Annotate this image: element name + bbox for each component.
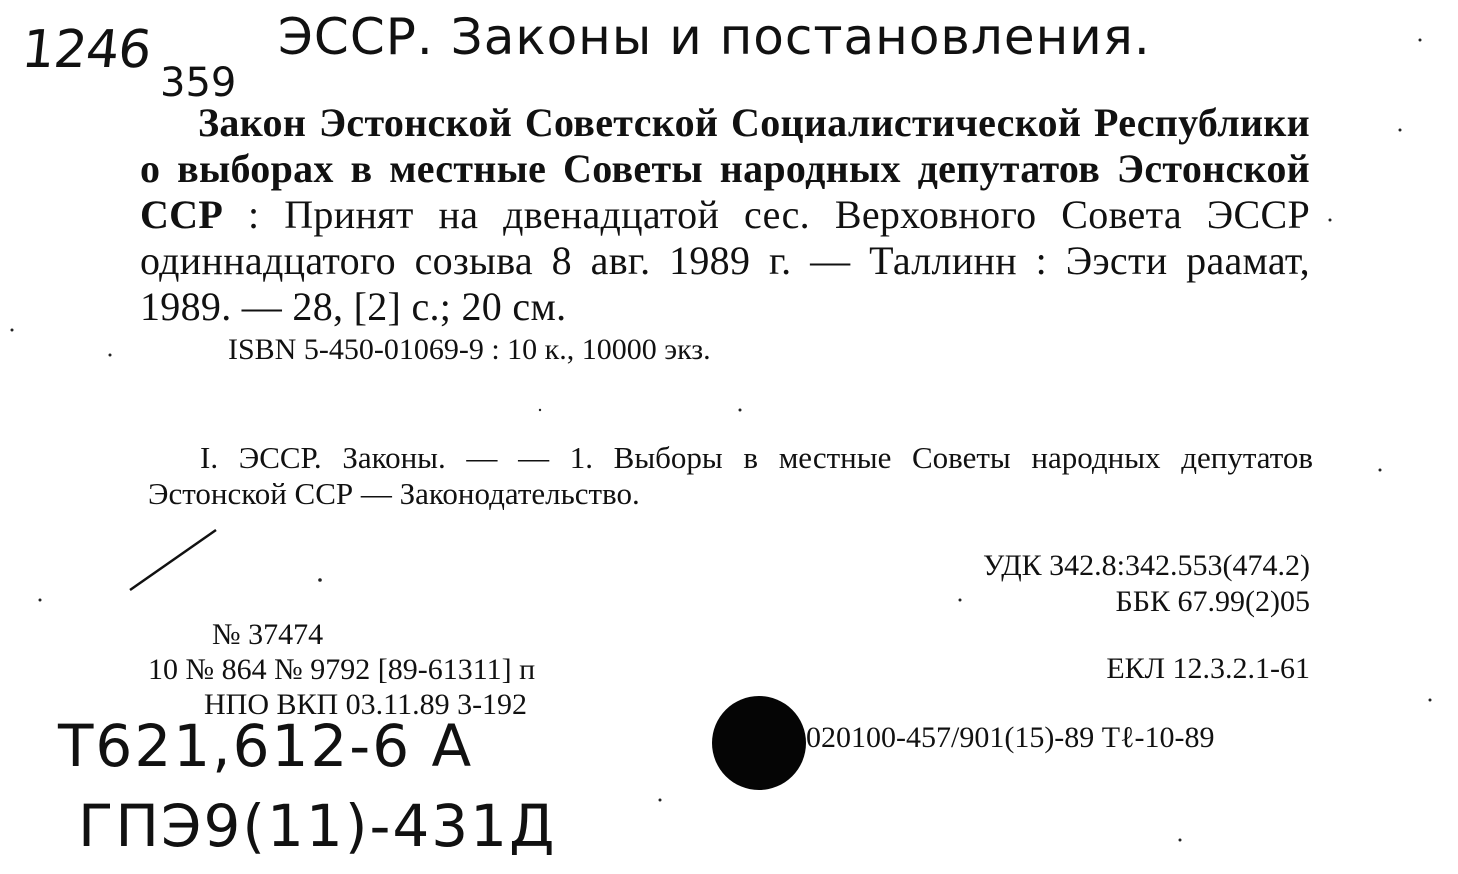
main-entry-description: : Принят на двенадцатой сес. Верховного Совета ЭССР одиннадцатого созыва 8 авг. 1989 г. — Таллинн : Ээсти раамат, 1989. — 28, [2] с.; 20 см. — [140, 192, 1310, 329]
ekl-code: ЕКЛ 12.3.2.1-61 — [1106, 652, 1310, 685]
publisher-code: 020100-457/901(15)-89 Тℓ-10-89 — [806, 721, 1215, 754]
handwritten-call-suffix: 359 — [160, 60, 237, 106]
udk-code: УДК 342.8:342.553(474.2) — [983, 549, 1310, 582]
handwritten-call-number: 1246 — [18, 20, 154, 80]
handwritten-shelf-mark-1: T621,612-6 A — [58, 712, 474, 780]
handwritten-heading: ЭССР. Законы и постановления. — [278, 8, 1151, 66]
order-number: № 37474 — [212, 618, 324, 651]
main-entry-heading: Закон Эстонской Советской Социалистической Республики о выборах в местные Советы народных депутатов Эстонской ССР — [140, 100, 1310, 237]
tracings-text: I. ЭССР. Законы. — — 1. Выборы в местные Советы народных депутатов Эстонской ССР — Законодательство. — [148, 440, 1313, 511]
bbk-code: ББК 67.99(2)05 — [1115, 585, 1310, 618]
order-details: 10 № 864 № 9792 [89-61311] п — [148, 653, 536, 686]
isbn-price-line: ISBN 5-450-01069-9 : 10 к., 10000 экз. — [228, 333, 711, 366]
handwritten-shelf-mark-2: ГПЭ9(11)-431Д — [78, 792, 557, 860]
order-printer: НПО ВКП 03.11.89 3-192 — [204, 688, 528, 721]
